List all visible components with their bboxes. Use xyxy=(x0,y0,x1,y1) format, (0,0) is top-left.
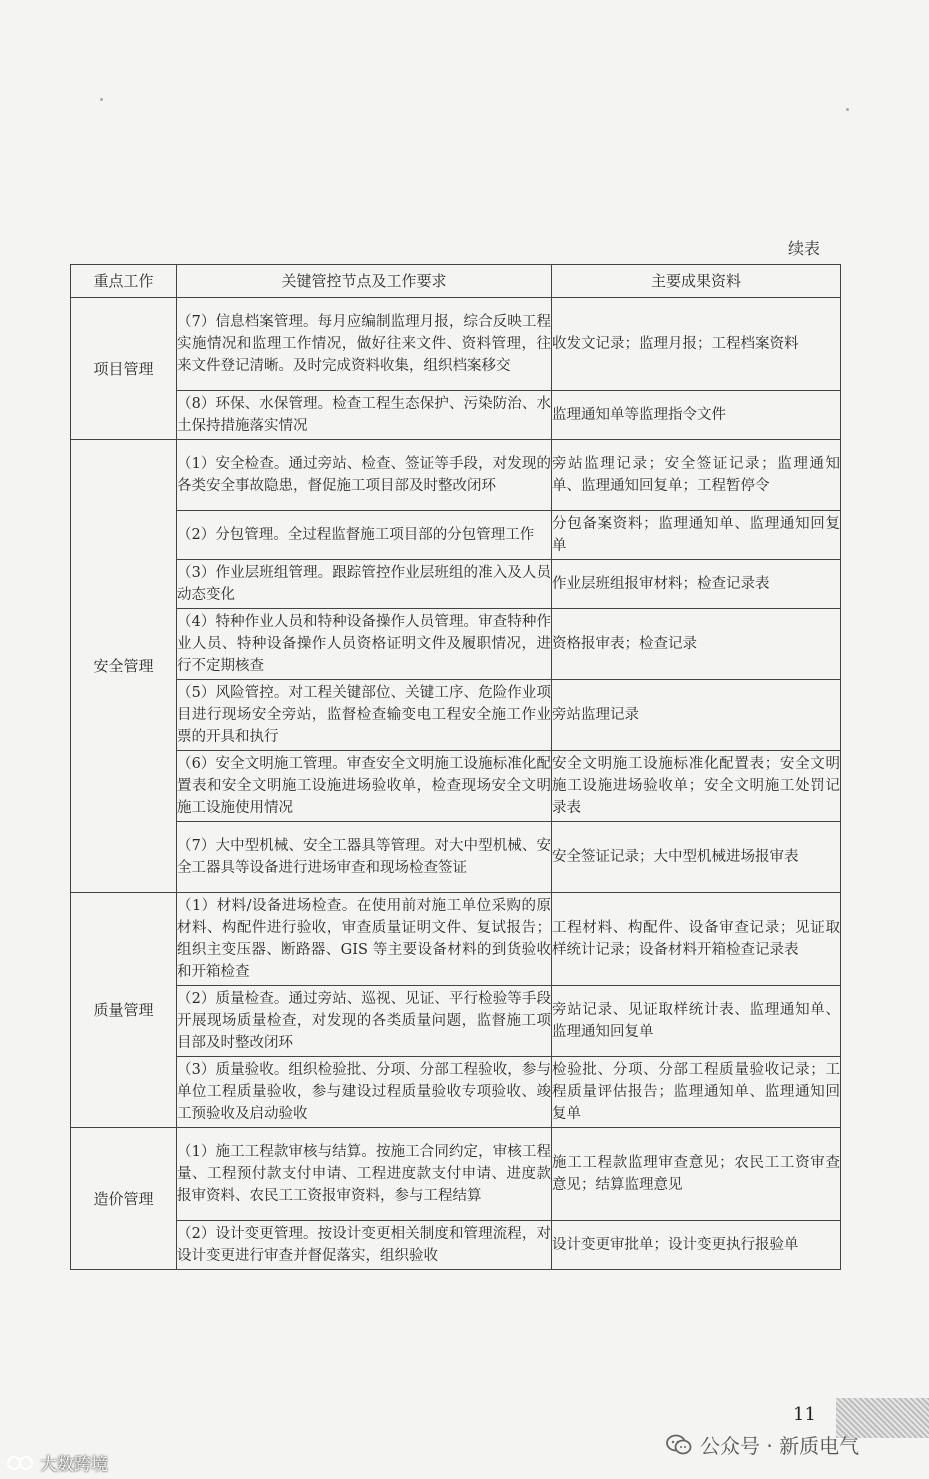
logo-mark-icon xyxy=(6,1455,36,1471)
table-row xyxy=(71,1128,841,1221)
result-cell: 旁站监理记录 xyxy=(552,680,841,751)
header-key-work: 重点工作 xyxy=(71,265,177,298)
requirement-cell: （1）安全检查。通过旁站、检查、签证等手段，对发现的各类安全事故隐患，督促施工项目部及时整改闭环 xyxy=(177,440,552,511)
category-quality-management: 质量管理 xyxy=(71,893,177,1128)
table-row xyxy=(71,298,841,391)
requirement-cell: （6）安全文明施工管理。审查安全文明施工设施标准化配置表和安全文明施工设施进场验收单，检查现场安全文明施工设施使用情况 xyxy=(177,751,552,822)
table-row xyxy=(71,822,841,893)
requirement-cell: （2）分包管理。全过程监督施工项目部的分包管理工作 xyxy=(177,511,552,560)
requirement-cell: （3）作业层班组管理。跟踪管控作业层班组的准入及人员动态变化 xyxy=(177,560,552,609)
requirement-cell: （7）信息档案管理。每月应编制监理月报，综合反映工程实施情况和监理工作情况，做好往来文件、资料管理，往来文件登记清晰。及时完成资料收集，组织档案移交 xyxy=(177,298,552,391)
result-cell: 检验批、分项、分部工程质量验收记录；工程质量评估报告；监理通知单、监理通知回复单 xyxy=(552,1057,841,1128)
requirement-cell: （2）设计变更管理。按设计变更相关制度和管理流程，对设计变更进行审查并督促落实，组织验收 xyxy=(177,1221,552,1270)
requirement-cell: （1）材料/设备进场检查。在使用前对施工单位采购的原材料、构配件进行验收，审查质量证明文件、复试报告；组织主变压器、断路器、GIS 等主要设备材料的到货验收和开箱检查 xyxy=(177,893,552,986)
result-cell: 作业层班组报审材料；检查记录表 xyxy=(552,560,841,609)
table-row xyxy=(71,893,841,986)
result-cell: 分包备案资料；监理通知单、监理通知回复单 xyxy=(552,511,841,560)
requirement-cell: （2）质量检查。通过旁站、巡视、见证、平行检验等手段开展现场质量检查，对发现的各类质量问题，监督施工项目部及时整改闭环 xyxy=(177,986,552,1057)
table-header-row xyxy=(71,265,841,298)
table-row xyxy=(71,680,841,751)
result-cell: 旁站监理记录；安全签证记录；监理通知单、监理通知回复单；工程暂停令 xyxy=(552,440,841,511)
table-row xyxy=(71,986,841,1057)
category-safety-management: 安全管理 xyxy=(71,440,177,893)
table-row xyxy=(71,751,841,822)
category-project-management: 项目管理 xyxy=(71,298,177,440)
requirement-cell: （5）风险管控。对工程关键部位、关键工序、危险作业项目进行现场安全旁站，监督检查输变电工程安全施工作业票的开具和执行 xyxy=(177,680,552,751)
result-cell: 监理通知单等监理指令文件 xyxy=(552,391,841,440)
header-main-results: 主要成果资料 xyxy=(552,265,841,298)
page-number: 11 xyxy=(793,1404,816,1425)
requirement-cell: （3）质量验收。组织检验批、分项、分部工程验收，参与单位工程质量验收，参与建设过程质量验收专项验收、竣工预验收及启动验收 xyxy=(177,1057,552,1128)
wechat-account-badge[interactable] xyxy=(666,1430,859,1459)
table-row xyxy=(71,609,841,680)
result-cell: 资格报审表；检查记录 xyxy=(552,609,841,680)
wechat-account-name: 公众号 · 新质电气 xyxy=(700,1434,860,1458)
table-row xyxy=(71,511,841,560)
result-cell: 施工工程款监理审查意见；农民工工资审查意见；结算监理意见 xyxy=(552,1128,841,1221)
result-cell: 安全签证记录；大中型机械进场报审表 xyxy=(552,822,841,893)
requirement-cell: （7）大中型机械、安全工器具等管理。对大中型机械、安全工器具等设备进行进场审查和现场检查签证 xyxy=(177,822,552,893)
bottom-logo-text: 大数跨境 xyxy=(40,1455,108,1475)
scan-speck xyxy=(846,108,849,111)
requirement-cell: （1）施工工程款审核与结算。按施工合同约定，审核工程量、工程预付款支付申请、工程进度款支付申请、进度款报审资料、农民工工资报审资料，参与工程结算 xyxy=(177,1128,552,1221)
wechat-icon xyxy=(666,1434,692,1456)
table-row xyxy=(71,560,841,609)
table-row xyxy=(71,1221,841,1270)
result-cell: 安全文明施工设施标准化配置表；安全文明施工设施进场验收单；安全文明施工处罚记录表 xyxy=(552,751,841,822)
requirement-cell: （4）特种作业人员和特种设备操作人员管理。审查特种作业人员、特种设备操作人员资格证明文件及履职情况，进行不定期核查 xyxy=(177,609,552,680)
category-cost-management: 造价管理 xyxy=(71,1128,177,1270)
header-control-nodes: 关键管控节点及工作要求 xyxy=(177,265,552,298)
result-cell: 旁站记录、见证取样统计表、监理通知单、监理通知回复单 xyxy=(552,986,841,1057)
result-cell: 工程材料、构配件、设备审查记录；见证取样统计记录；设备材料开箱检查记录表 xyxy=(552,893,841,986)
table-row xyxy=(71,391,841,440)
table-row xyxy=(71,440,841,511)
requirement-cell: （8）环保、水保管理。检查工程生态保护、污染防治、水土保持措施落实情况 xyxy=(177,391,552,440)
bottom-logo xyxy=(6,1450,108,1475)
continued-label: 续表 xyxy=(788,239,821,258)
supervision-table xyxy=(70,264,841,1270)
scan-speck xyxy=(100,98,103,101)
table-row xyxy=(71,1057,841,1128)
result-cell: 设计变更审批单；设计变更执行报验单 xyxy=(552,1221,841,1270)
result-cell: 收发文记录；监理月报；工程档案资料 xyxy=(552,298,841,391)
